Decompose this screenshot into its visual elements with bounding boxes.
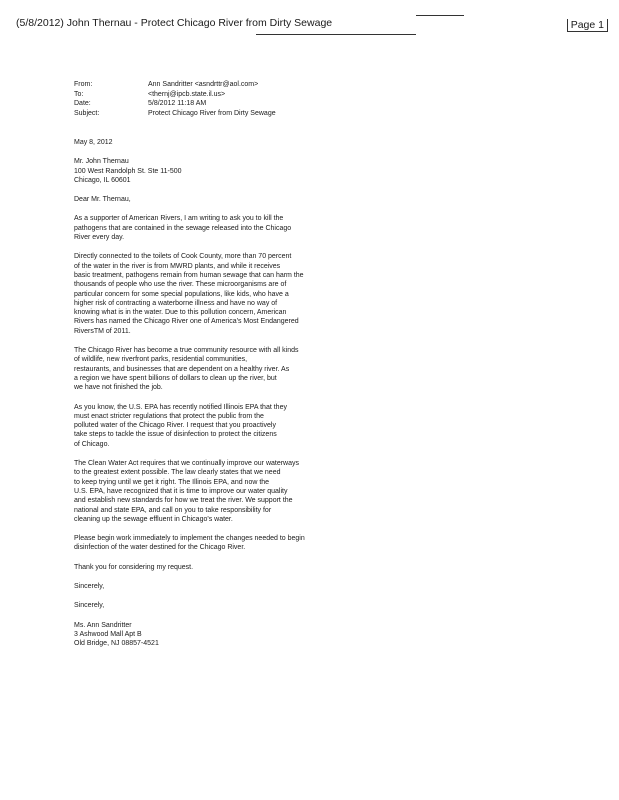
- meta-label: To:: [74, 90, 84, 98]
- recipient-address: Mr. John Thernau 100 West Randolph St. Ste 11-500 Chicago, IL 60601: [74, 158, 182, 184]
- salutation: Dear Mr. Thernau,: [74, 196, 131, 204]
- meta-to: [74, 90, 276, 100]
- meta-label: Subject:: [74, 109, 100, 117]
- paragraph: As a supporter of American Rivers, I am writing to ask you to kill the pathogens that are contained in the sewage released into the Chicago River every day.: [74, 215, 292, 242]
- meta-value: <thernj@ipcb.state.il.us>: [148, 90, 226, 98]
- meta-label: From:: [74, 81, 93, 88]
- closing: Sincerely,: [74, 602, 105, 610]
- email-metadata: [74, 80, 276, 118]
- meta-value: Protect Chicago River from Dirty Sewage: [148, 109, 276, 117]
- paragraph: As you know, the U.S. EPA has recently notified Illinois EPA that they must enact stricter regulations that protect the public from the polluted water of the Chicago River. I request that you proactively take steps to tackle the issue of disinfection to protect the citizens of Chicago.: [74, 403, 287, 448]
- meta-value: Ann Sandritter <asndrttr@aol.com>: [148, 81, 259, 88]
- letter-date: May 8, 2012: [74, 139, 113, 146]
- document-title: (5/8/2012) John Thernau - Protect Chicago River from Dirty Sewage: [16, 17, 333, 29]
- signature-block: Ms. Ann Sandritter 3 Ashwood Mall Apt B Old Bridge, NJ 08857-4521: [74, 621, 159, 648]
- page-header: [16, 17, 608, 37]
- meta-from: [74, 80, 276, 90]
- letter-body: [74, 138, 374, 658]
- meta-subject: [74, 109, 276, 119]
- paragraph: Thank you for considering my request.: [74, 563, 194, 571]
- meta-label: Date:: [74, 100, 91, 107]
- paragraph: Please begin work immediately to implement the changes needed to begin disinfection of the water destined for the Chicago River.: [74, 535, 305, 552]
- paragraph: Directly connected to the toilets of Cook County, more than 70 percent of the water in the river is from MWRD plants, and while it receives basic treatment, pathogens remain from human sewage that can harm the thousands of people who use the river. These microorganisms are of particular concern for some special populations, like kids, who have a higher risk of contracting a waterborne illness and have no way of knowing what is in the water. Due to this pollution concern, American Rivers has named the Chicago River one of America's Most Endangered RiversTM of 2011.: [74, 253, 304, 335]
- paragraph: The Clean Water Act requires that we continually improve our waterways to the greatest extent possible. The law clearly states that we need to keep trying until we get it right. The Illinois EPA, and now the U.S. EPA, have recognized that it is time to improve our water quality and establish new standards for how we treat the river. We support the national and state EPA, and call on you to take responsibility for cleaning up the sewage effluent in Chicago's water.: [74, 460, 300, 523]
- header-rule: [416, 15, 464, 16]
- paragraph: The Chicago River has become a true community resource with all kinds of wildlife, new riverfront parks, residential communities, restaurants, and businesses that are dependent on a healthy river. As a region we have spent billions of dollars to clean up the river, but we have not finished the job.: [74, 347, 299, 392]
- meta-value: 5/8/2012 11:18 AM: [148, 100, 207, 107]
- meta-date: [74, 99, 276, 109]
- header-underline: [256, 34, 416, 35]
- page-number: Page 1: [567, 19, 608, 32]
- closing: Sincerely,: [74, 582, 105, 590]
